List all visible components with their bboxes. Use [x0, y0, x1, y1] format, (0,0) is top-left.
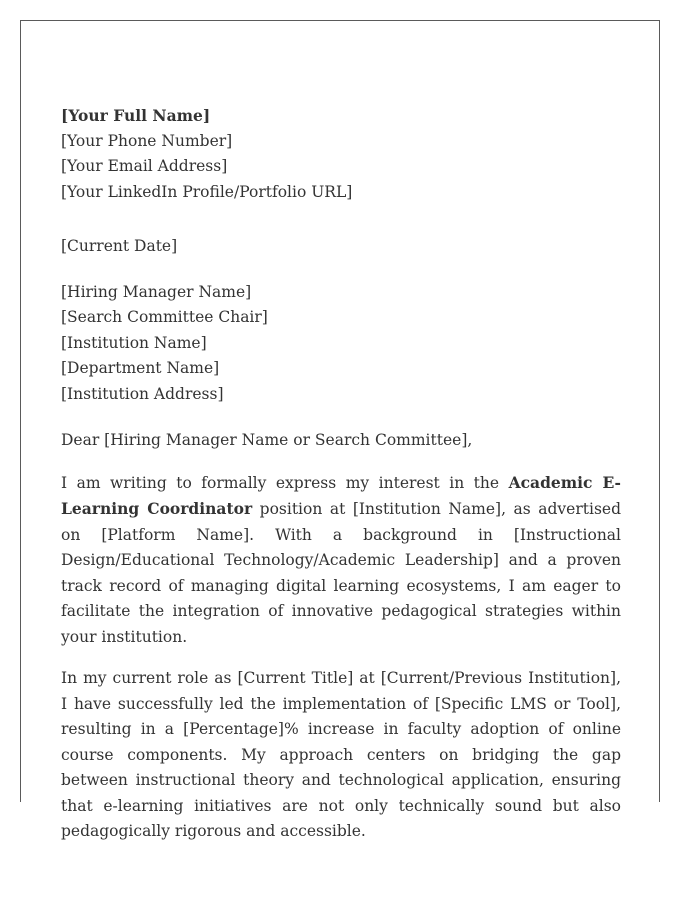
sender-full-name: [Your Full Name]	[61, 106, 211, 125]
sender-profile-url: [Your LinkedIn Profile/Portfolio URL]	[61, 182, 353, 201]
letter-page	[20, 20, 660, 840]
letter-body	[61, 103, 621, 845]
body-paragraph-1	[61, 470, 621, 651]
position-title: Academic E-Learning Coordinator	[61, 472, 621, 518]
paragraph-1-intro: I am writing to formally express my interest in the	[61, 473, 509, 492]
paragraph-1-rest: position at [Institution Name], as advertised on [Platform Name]. With a background in [Instructional Design/Educational Technology/Academic Leadership] and a proven track record of managing digital learning ecosystems, I am eager to facilitate the integration of innovative pedagogical strategies within your institution.	[61, 500, 621, 646]
sender-email: [Your Email Address]	[61, 157, 228, 175]
recipient-institution-name: [Institution Name]	[61, 333, 207, 352]
recipient-department-name: [Department Name]	[61, 359, 220, 377]
date-block	[61, 234, 621, 260]
recipient-committee-chair: [Search Committee Chair]	[61, 308, 268, 326]
sender-phone: [Your Phone Number]	[61, 131, 233, 150]
body-paragraph-2: In my current role as [Current Title] at [Current/Previous Institution], I have successfully led the implementation of [Specific LMS or Tool], resulting in a [Percentage]% increase in faculty adoption of online course components. My approach centers on bridging the gap between instructional theory and technological application, ensuring that e-learning initiatives are not only technically sound but also pedagogically rigorous and accessible.	[61, 669, 621, 840]
letter-date: [Current Date]	[61, 237, 178, 255]
sender-block	[61, 103, 621, 205]
recipient-block	[61, 280, 621, 408]
salutation-text: Dear [Hiring Manager Name or Search Committee],	[61, 431, 473, 449]
recipient-manager-name: [Hiring Manager Name]	[61, 282, 252, 301]
salutation	[61, 428, 621, 454]
recipient-institution-address: [Institution Address]	[61, 384, 224, 403]
